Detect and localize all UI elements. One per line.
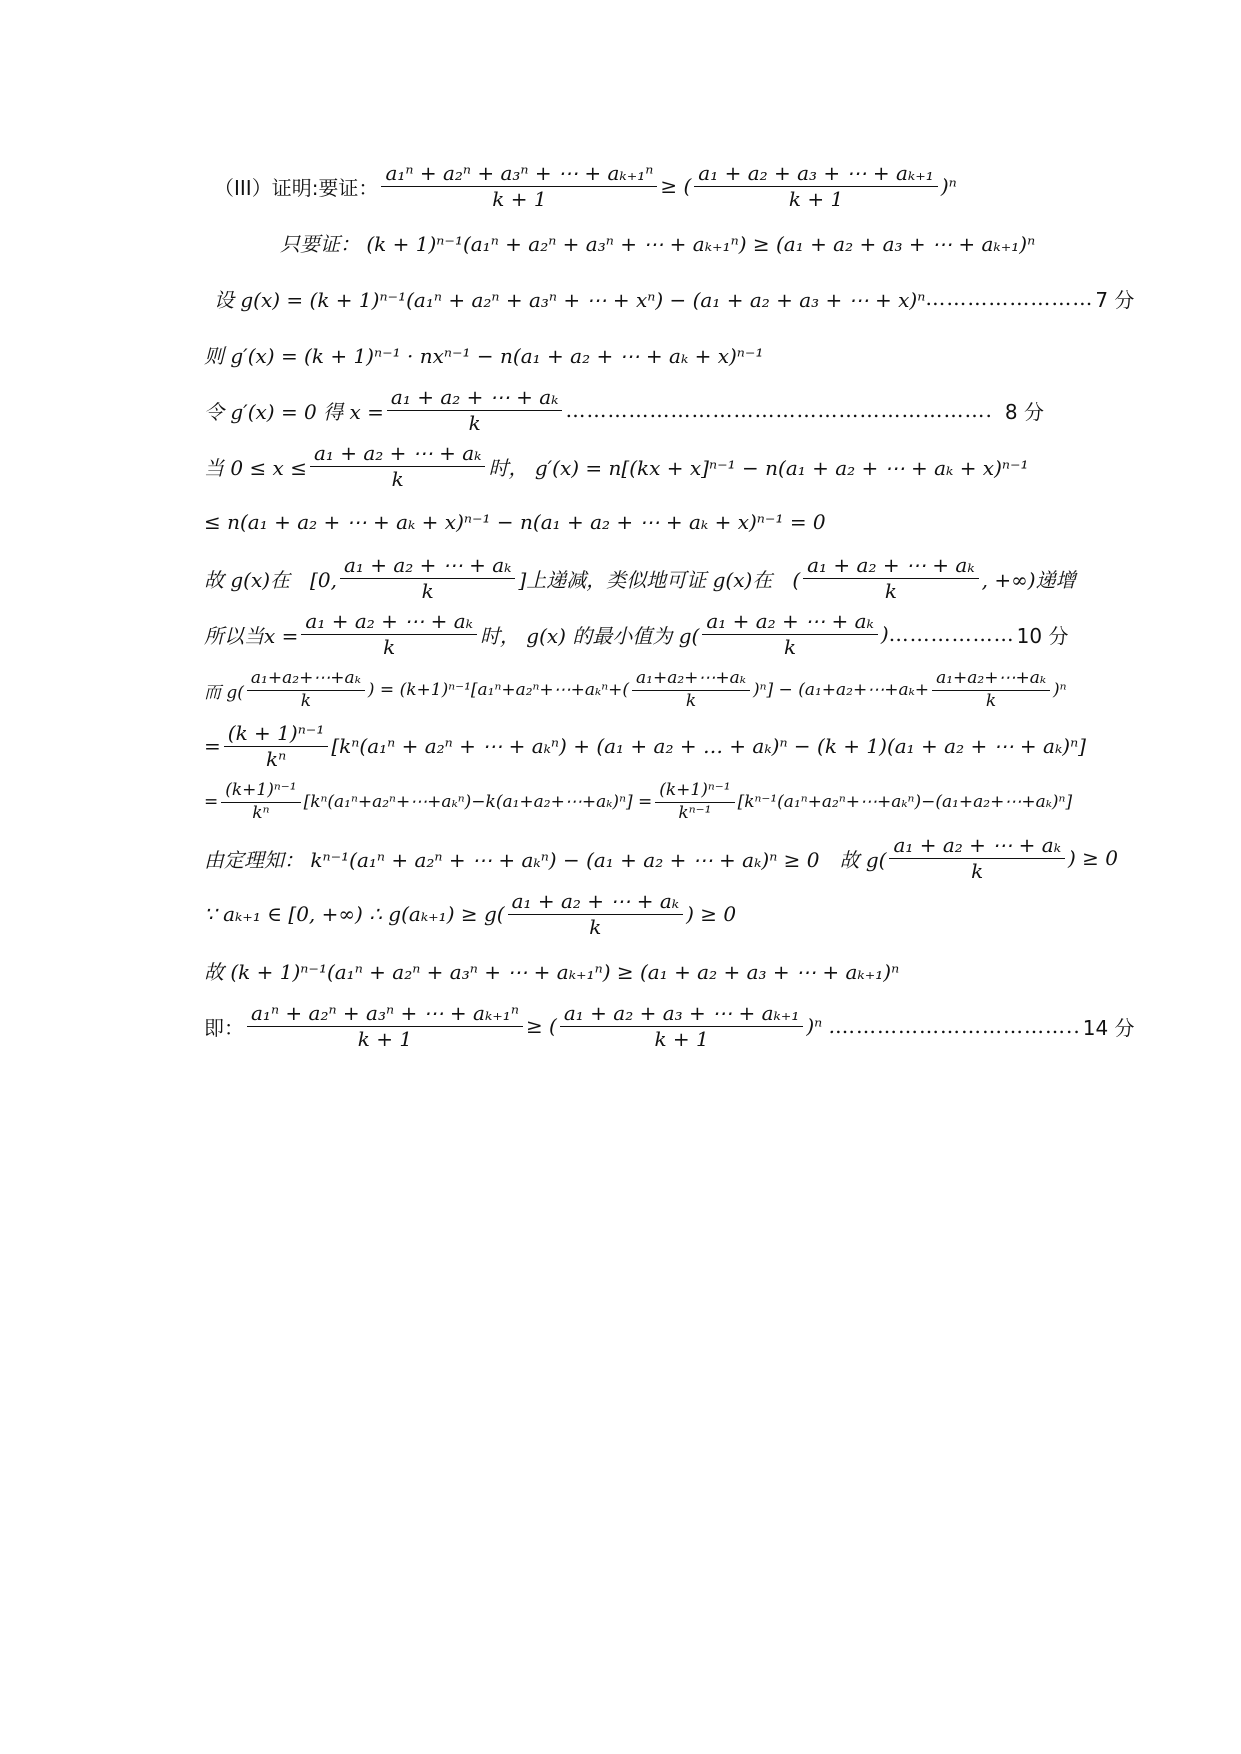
proof-line-5: 令 g′(x) = 0 得 x = $\frac{\text{a₁ + a₂ + ⋯ + aₖ}}{k}$ ……………………………………………………. 8 分 — [204, 384, 1044, 435]
leader-dots: …………………… — [925, 286, 1094, 310]
proof-line-16: 即： $\frac{\text{a₁ⁿ + a₂ⁿ + a₃ⁿ + ⋯ + aₖ₊₁ⁿ}}{k + 1}$ ≥ ( $\frac{\text{a₁ + a₂ + a₃ + ⋯ + aₖ₊₁}}{k + 1}$ )ⁿ . …………………………….. 14 分 — [204, 1000, 1135, 1051]
proof-line-13: 由定理知： kⁿ⁻¹(a₁ⁿ + a₂ⁿ + ⋯ + aₖⁿ) − (a₁ + a₂ + ⋯ + aₖ)ⁿ ≥ 0 故 g( $\frac{\text{a₁ + a₂ + ⋯ + aₖ}}{k}$ ) ≥ 0 — [204, 832, 1118, 883]
fraction: $\frac{\text{(k + 1)ⁿ⁻¹}}{\text{kⁿ}}$ — [224, 722, 329, 771]
fraction: $\frac{\text{a₁ + a₂ + ⋯ + aₖ}}{k}$ — [387, 386, 563, 435]
proof-line-7: ≤ n(a₁ + a₂ + ⋯ + aₖ + x)ⁿ⁻¹ − n(a₁ + a₂ + ⋯ + aₖ + x)ⁿ⁻¹ = 0 — [204, 510, 826, 534]
proof-line-15: 故 (k + 1)ⁿ⁻¹(a₁ⁿ + a₂ⁿ + a₃ⁿ + ⋯ + aₖ₊₁ⁿ) ≥ (a₁ + a₂ + a₃ + ⋯ + aₖ₊₁)ⁿ — [204, 959, 900, 984]
proof-line-14: ∵ aₖ₊₁ ∈ [0, +∞) ∴ g(aₖ₊₁) ≥ g( $\frac{\text{a₁ + a₂ + ⋯ + aₖ}}{k}$ ) ≥ 0 — [204, 888, 737, 939]
fraction: $\frac{\text{a₁+a₂+⋯+aₖ}}{k}$ — [932, 669, 1050, 711]
proof-label: （III）证明:要证： — [214, 175, 379, 200]
fraction: $\frac{\text{a₁+a₂+⋯+aₖ}}{k}$ — [247, 669, 365, 711]
proof-line-10: 而 g( $\frac{\text{a₁+a₂+⋯+aₖ}}{k}$ ) = (k+1)ⁿ⁻¹[a₁ⁿ+a₂ⁿ+⋯+aₖⁿ+( $\frac{\text{a₁+a₂+⋯+aₖ}}{k}$ )ⁿ] − (a₁+a₂+⋯+aₖ+ $\frac{\text{a₁+a₂+⋯+aₖ}}{k}$ )ⁿ — [204, 667, 1067, 711]
proof-line-1: （III）证明:要证： $\frac{\text{a₁ⁿ + a₂ⁿ + a₃ⁿ + ⋯ + aₖ₊₁ⁿ}}{k + 1}$ ≥ ( $\frac{\text{a₁ + a₂ + a₃ + ⋯ + aₖ₊₁}}{k + 1}$ )ⁿ — [214, 160, 957, 211]
leader-dots: …………………………….. — [835, 1014, 1081, 1038]
score-mark: 7 分 — [1095, 287, 1135, 312]
proof-line-3: 设 g(x) = (k + 1)ⁿ⁻¹(a₁ⁿ + a₂ⁿ + a₃ⁿ + ⋯ + xⁿ) − (a₁ + a₂ + a₃ + ⋯ + x)ⁿ …………………… 7 分 — [214, 270, 1054, 326]
fraction: $\frac{\text{a₁ + a₂ + a₃ + ⋯ + aₖ₊₁}}{k + 1}$ — [560, 1002, 804, 1051]
leader-dots: ……………… — [888, 622, 1015, 646]
fraction: $\frac{\text{a₁ + a₂ + ⋯ + aₖ}}{k}$ — [889, 834, 1065, 883]
fraction: $\frac{\text{a₁+a₂+⋯+aₖ}}{k}$ — [632, 669, 750, 711]
fraction: $\frac{\text{(k+1)ⁿ⁻¹}}{\text{kⁿ⁻¹}}$ — [655, 781, 734, 823]
fraction: $\frac{\text{a₁ + a₂ + ⋯ + aₖ}}{k}$ — [340, 554, 516, 603]
fraction: $\frac{\text{a₁ + a₂ + ⋯ + aₖ}}{k}$ — [301, 610, 477, 659]
proof-line-8: 故 g(x)在 [0, $\frac{\text{a₁ + a₂ + ⋯ + aₖ}}{k}$ ]上递减，类似地可证 g(x)在 ( $\frac{\text{a₁ + a₂ + ⋯ + aₖ}}{k}$ , +∞)递增 — [204, 552, 1076, 603]
proof-line-12: = $\frac{\text{(k+1)ⁿ⁻¹}}{\text{kⁿ}}$ [kⁿ(a₁ⁿ+a₂ⁿ+⋯+aₖⁿ)−k(a₁+a₂+⋯+aₖ)ⁿ] = $\frac{\text{(k+1)ⁿ⁻¹}}{\text{kⁿ⁻¹}}$ [kⁿ⁻¹(a₁ⁿ+a₂ⁿ+⋯+aₖⁿ)−(a₁+a₂+⋯+aₖ)ⁿ] — [204, 779, 1073, 823]
score-mark: 10 分 — [1016, 623, 1069, 648]
proof-line-6: 当 0 ≤ x ≤ $\frac{\text{a₁ + a₂ + ⋯ + aₖ}}{k}$ 时， g′(x) = n[(kx + x]ⁿ⁻¹ − n(a₁ + a₂ + ⋯ + aₖ + x)ⁿ⁻¹ — [204, 440, 1029, 491]
fraction: $\frac{\text{a₁ + a₂ + ⋯ + aₖ}}{k}$ — [702, 610, 878, 659]
fraction: $\frac{\text{(k+1)ⁿ⁻¹}}{\text{kⁿ}}$ — [221, 781, 300, 823]
proof-line-11: = $\frac{\text{(k + 1)ⁿ⁻¹}}{\text{kⁿ}}$ [kⁿ(a₁ⁿ + a₂ⁿ + ⋯ + aₖⁿ) + (a₁ + a₂ + … + aₖ)ⁿ − (k + 1)(a₁ + a₂ + ⋯ + aₖ)ⁿ] — [204, 720, 1086, 771]
fraction: $\frac{\text{a₁ + a₂ + a₃ + ⋯ + aₖ₊₁}}{k + 1}$ — [694, 162, 938, 211]
proof-line-4: 则 g′(x) = (k + 1)ⁿ⁻¹ · nxⁿ⁻¹ − n(a₁ + a₂ + ⋯ + aₖ + x)ⁿ⁻¹ — [204, 343, 764, 368]
leader-dots: ……………………………………………………. — [565, 398, 993, 422]
proof-line-2: 只要证： (k + 1)ⁿ⁻¹(a₁ⁿ + a₂ⁿ + a₃ⁿ + ⋯ + aₖ₊₁ⁿ) ≥ (a₁ + a₂ + a₃ + ⋯ + aₖ₊₁)ⁿ — [280, 231, 1036, 256]
fraction: $\frac{\text{a₁ + a₂ + ⋯ + aₖ}}{k}$ — [803, 554, 979, 603]
proof-line-9: 所以当x = $\frac{\text{a₁ + a₂ + ⋯ + aₖ}}{k}$ 时， g(x) 的最小值为 g( $\frac{\text{a₁ + a₂ + ⋯ + aₖ}}{k}$ ) ……………… 10 分 — [204, 608, 1069, 659]
fraction: $\frac{\text{a₁ⁿ + a₂ⁿ + a₃ⁿ + ⋯ + aₖ₊₁ⁿ}}{k + 1}$ — [247, 1002, 523, 1051]
fraction: $\frac{\text{a₁ⁿ + a₂ⁿ + a₃ⁿ + ⋯ + aₖ₊₁ⁿ}}{k + 1}$ — [381, 162, 657, 211]
fraction: $\frac{\text{a₁ + a₂ + ⋯ + aₖ}}{k}$ — [310, 442, 486, 491]
score-mark: 8 分 — [1004, 399, 1044, 424]
fraction: $\frac{\text{a₁ + a₂ + ⋯ + aₖ}}{k}$ — [508, 890, 684, 939]
score-mark: 14 分 — [1082, 1015, 1135, 1040]
